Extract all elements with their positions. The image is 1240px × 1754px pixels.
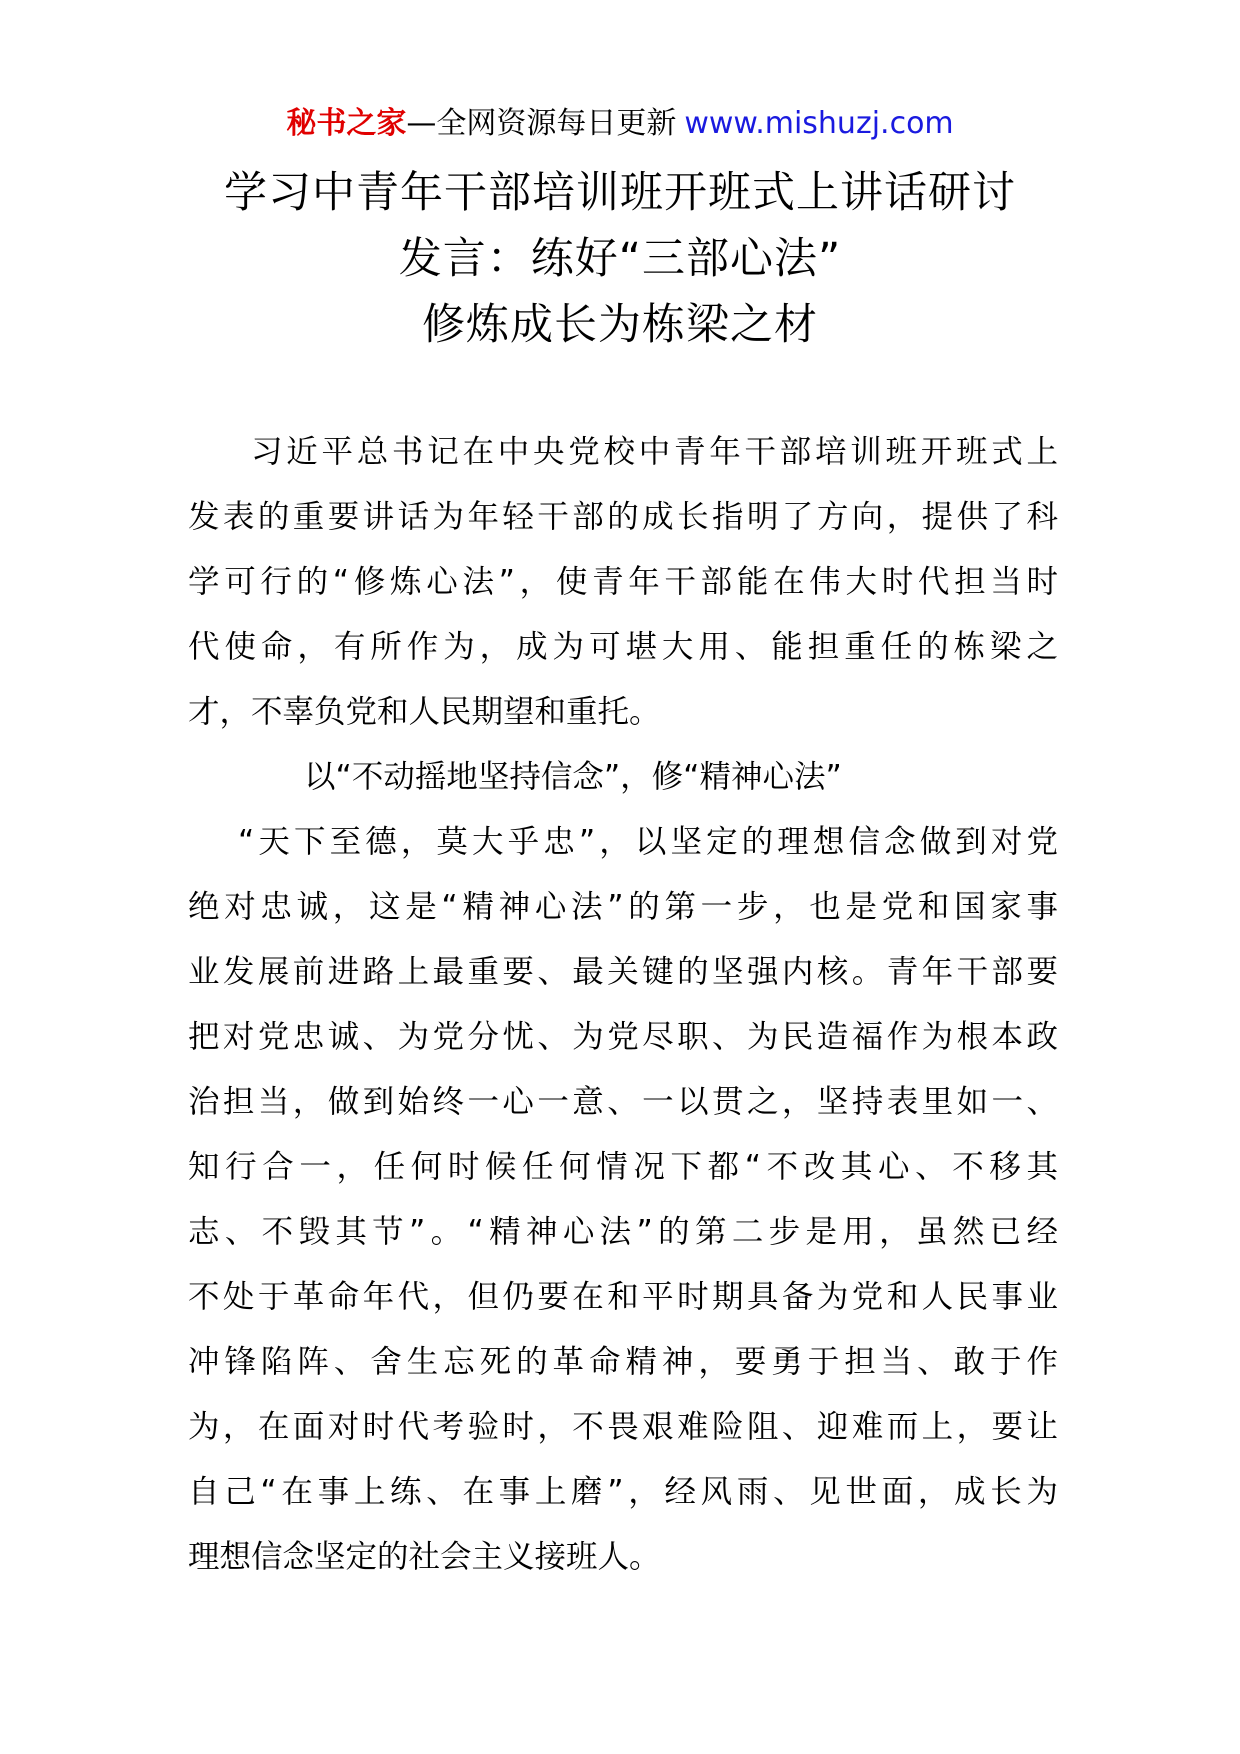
paragraph-line: 代使命，有所作为，成为可堪大用、能担重任的栋梁之 <box>188 629 1058 665</box>
brand-name: 秘书之家 <box>286 106 407 141</box>
paragraph-line: 发表的重要讲话为年轻干部的成长指明了方向，提供了科 <box>188 499 1058 535</box>
banner-tagline: —全网资源每日更新 <box>406 106 677 141</box>
title-line: 发言：练好“三部心法” <box>398 234 842 284</box>
paragraph-line: 绝对忠诚，这是“精神心法”的第一步，也是党和国家事 <box>188 889 1058 925</box>
paragraph-line: “天下至德，莫大乎忠”，以坚定的理想信念做到对党 <box>238 824 1058 860</box>
paragraph-line: 才，不辜负党和人民期望和重托。 <box>188 694 661 730</box>
paragraph-line: 理想信念坚定的社会主义接班人。 <box>188 1539 661 1575</box>
paragraph-line: 治担当，做到始终一心一意、一以贯之，坚持表里如一、 <box>188 1084 1058 1120</box>
document-title <box>120 160 1120 358</box>
site-banner <box>0 102 1240 146</box>
paragraph-line: 不处于革命年代，但仍要在和平时期具备为党和人民事业 <box>188 1279 1058 1315</box>
paragraph-line: 把对党忠诚、为党分忧、为党尽职、为民造福作为根本政 <box>188 1019 1058 1055</box>
paragraph-line: 冲锋陷阵、舍生忘死的革命精神，要勇于担当、敢于作 <box>188 1344 1058 1380</box>
paragraph-line: 业发展前进路上最重要、最关键的坚强内核。青年干部要 <box>188 954 1058 990</box>
paragraph-line: 习近平总书记在中央党校中青年干部培训班开班式上 <box>251 434 1058 470</box>
paragraph-line: 为，在面对时代考验时，不畏艰难险阻、迎难而上，要让 <box>188 1409 1058 1445</box>
section-heading: 以“不动摇地坚持信念”，修“精神心法” <box>304 759 842 795</box>
paragraph-line: 学可行的“修炼心法”，使青年干部能在伟大时代担当时 <box>188 564 1058 600</box>
document-body <box>188 420 1058 1590</box>
paragraph-line: 知行合一，任何时候任何情况下都“不改其心、不移其 <box>188 1149 1058 1185</box>
site-url-link[interactable]: www.mishuzj.com <box>684 106 954 141</box>
paragraph-line: 自己“在事上练、在事上磨”，经风雨、见世面，成长为 <box>188 1474 1058 1510</box>
title-line: 修炼成长为栋梁之材 <box>422 300 818 350</box>
title-line: 学习中青年干部培训班开班式上讲话研讨 <box>224 168 1016 218</box>
paragraph-line: 志、不毁其节”。“精神心法”的第二步是用，虽然已经 <box>188 1214 1058 1250</box>
